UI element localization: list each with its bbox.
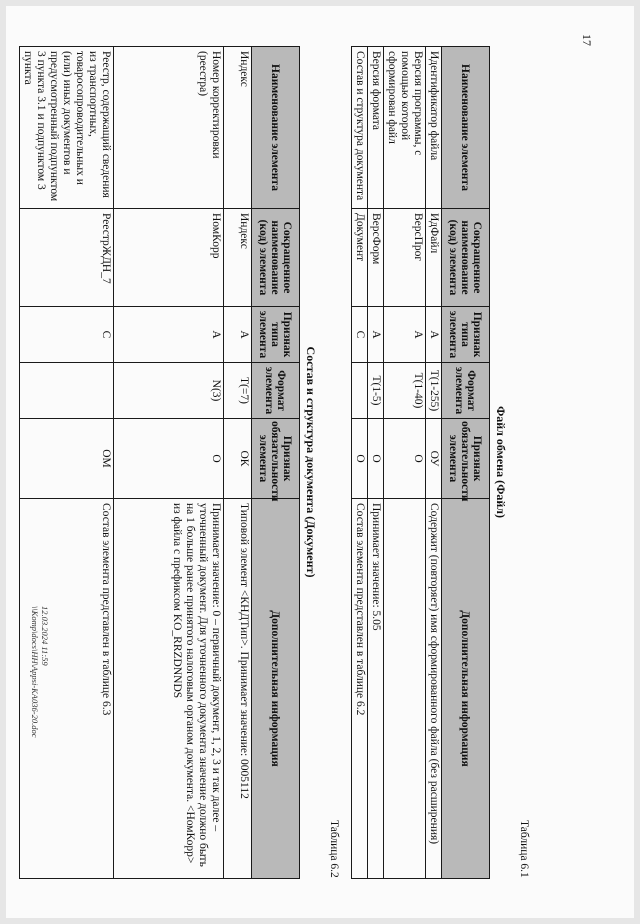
table-cell: НомКорр bbox=[114, 209, 224, 307]
table-cell: Идентификатор файла bbox=[426, 47, 442, 209]
table-cell: Т(1-40) bbox=[384, 363, 426, 419]
table1-header-row bbox=[442, 47, 490, 879]
table-row bbox=[426, 47, 442, 879]
table-cell: Индекс bbox=[224, 209, 252, 307]
table-cell bbox=[384, 499, 426, 879]
table2-title: Состав и структура документа (Документ) bbox=[304, 346, 318, 578]
table2-header: Наименование элемента bbox=[252, 47, 300, 209]
table-cell: О bbox=[352, 419, 368, 499]
table-row bbox=[384, 47, 426, 879]
table1-label: Таблица 6.1 bbox=[518, 820, 530, 878]
page-number: 17 bbox=[580, 34, 594, 46]
table-row bbox=[20, 47, 114, 879]
table2 bbox=[19, 46, 300, 879]
table-cell: А bbox=[224, 307, 252, 363]
table-row bbox=[224, 47, 252, 879]
table-cell: Версия формата bbox=[368, 47, 384, 209]
document-page bbox=[6, 6, 634, 918]
table-cell: О bbox=[114, 419, 224, 499]
table1-header: Сокращенное наименование (код) элемента bbox=[442, 209, 490, 307]
table1-header: Признак типа элемента bbox=[442, 307, 490, 363]
table-cell: ВерсПрог bbox=[384, 209, 426, 307]
table-row bbox=[368, 47, 384, 879]
table2-header: Формат элемента bbox=[252, 363, 300, 419]
table-cell: С bbox=[352, 307, 368, 363]
table-cell: Т(=7) bbox=[224, 363, 252, 419]
table-cell: Принимает значение: 0 – первичный документ, 1, 2, 3 и так далее – уточненный документ. Для уточненного документа значение должно быть на 1 больше ранее принятого налоговым органом документа. <НомКорр> из файла с префиксом KO_RRZDNNDS bbox=[114, 499, 224, 879]
table-cell: Номер корректировки (реестра) bbox=[114, 47, 224, 209]
table-cell: О bbox=[384, 419, 426, 499]
rotated-page-content bbox=[6, 6, 634, 918]
table-cell: Содержит (повторяет) имя сформированного файла (без расширения) bbox=[426, 499, 442, 879]
table1 bbox=[351, 46, 490, 879]
table-cell: ОМ bbox=[20, 419, 114, 499]
table2-header: Признак типа элемента bbox=[252, 307, 300, 363]
table-cell: N(3) bbox=[114, 363, 224, 419]
table-cell: Состав элемента представлен в таблице 6.2 bbox=[352, 499, 368, 879]
table-cell: ВерсФорм bbox=[368, 209, 384, 307]
table-cell: Документ bbox=[352, 209, 368, 307]
table-cell: А bbox=[426, 307, 442, 363]
table-cell bbox=[352, 363, 368, 419]
table2-label: Таблица 6.2 bbox=[328, 820, 340, 878]
table1-title: Файл обмена (Файл) bbox=[494, 405, 508, 519]
table2-header: Признак обязательности элемента bbox=[252, 419, 300, 499]
table-cell bbox=[20, 363, 114, 419]
table-cell: ОК bbox=[224, 419, 252, 499]
table-cell: А bbox=[384, 307, 426, 363]
table-cell: Принимает значение: 5.05 bbox=[368, 499, 384, 879]
table-cell: С bbox=[20, 307, 114, 363]
footer-timestamp: 12.03.2024 11:59 bbox=[40, 606, 50, 666]
table-row bbox=[114, 47, 224, 879]
footer-path: \\Komp\docs\НН\Appsi-КА036-20.doc bbox=[30, 606, 40, 738]
table-cell: Индекс bbox=[224, 47, 252, 209]
table1-header: Наименование элемента bbox=[442, 47, 490, 209]
table-cell: Т(1-5) bbox=[368, 363, 384, 419]
table1-header: Признак обязательности элемента bbox=[442, 419, 490, 499]
table-cell: О bbox=[368, 419, 384, 499]
table2-header-row bbox=[252, 47, 300, 879]
document-footer bbox=[30, 606, 50, 737]
table-cell: ОУ bbox=[426, 419, 442, 499]
table1-header: Дополнительная информация bbox=[442, 499, 490, 879]
table-cell: А bbox=[368, 307, 384, 363]
table2-header: Дополнительная информация bbox=[252, 499, 300, 879]
table-cell: Версия программы, с помощью которой сформирован файл bbox=[384, 47, 426, 209]
table-cell: ИдФайл bbox=[426, 209, 442, 307]
table-row bbox=[352, 47, 368, 879]
table-cell: Состав и структура документа bbox=[352, 47, 368, 209]
table-cell: А bbox=[114, 307, 224, 363]
table-cell: Т(1-255) bbox=[426, 363, 442, 419]
table-cell: Реестр, содержащий сведения из транспортных, товаросопроводительных и (или) иных документов и предусмотренный подпунктом 3 пункта 3.1 и подпунктом 3 пункта bbox=[20, 47, 114, 209]
table2-header: Сокращенное наименование (код) элемента bbox=[252, 209, 300, 307]
table1-header: Формат элемента bbox=[442, 363, 490, 419]
table-cell: Состав элемента представлен в таблице 6.3 bbox=[20, 499, 114, 879]
table-cell: Типовой элемент <КНДТип>. Принимает значение: 0005112 bbox=[224, 499, 252, 879]
table-cell: РеестрЖДН_7 bbox=[20, 209, 114, 307]
